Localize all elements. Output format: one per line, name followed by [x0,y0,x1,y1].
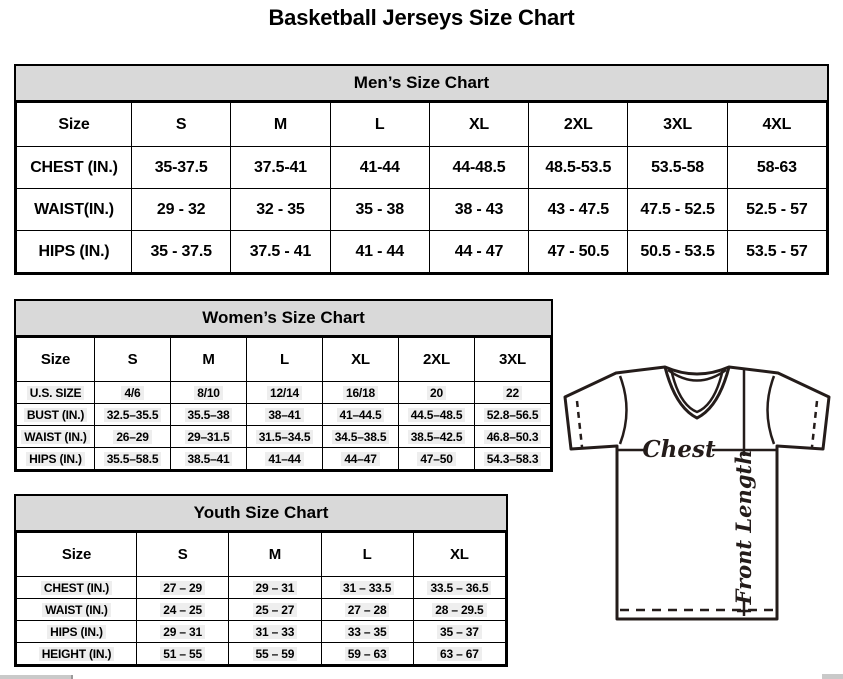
cell-text: 38–41 [265,408,303,422]
cell-text: M [202,351,215,368]
value-cell [330,189,429,231]
cell-text: 43 - 47.5 [547,200,609,218]
cell-text: HIPS (IN.) [38,242,110,260]
cell-text: 3XL [663,115,692,133]
value-cell [321,577,413,599]
row-label [17,426,95,448]
cell-text: 32.5–35.5 [104,408,162,422]
cell-text: 38.5–42.5 [408,430,466,444]
cell-text: 33.5 – 36.5 [427,581,491,595]
cell-text: 38.5–41 [185,452,233,466]
cell-text: 37.5-41 [253,158,307,176]
cell-text: 35.5–38 [185,408,233,422]
value-cell [399,404,475,426]
cell-text: CHEST (IN.) [41,581,112,595]
header-cell [321,533,413,577]
cell-text: 35 - 37.5 [150,242,212,260]
header-cell [17,338,95,382]
value-cell [413,643,505,665]
value-cell [137,643,229,665]
cell-text: 32 - 35 [256,200,305,218]
header-cell [475,338,551,382]
value-cell [171,382,247,404]
value-cell [323,404,399,426]
cell-text: M [268,546,282,563]
youth-chart-title: Youth Size Chart [16,496,506,532]
value-cell [132,189,231,231]
table-row [17,599,506,621]
value-cell [231,147,330,189]
cell-text: 44-48.5 [452,158,506,176]
header-cell [628,103,727,147]
cell-text: 63 – 67 [437,647,482,661]
value-cell [323,426,399,448]
value-cell [229,621,321,643]
cell-text: 35.5–58.5 [104,452,162,466]
mens-chart-title: Men’s Size Chart [16,66,827,102]
header-cell [231,103,330,147]
row-label [17,189,132,231]
cell-text: 26–29 [113,430,151,444]
value-cell [321,599,413,621]
cell-text: 31.5–34.5 [256,430,314,444]
value-cell [95,404,171,426]
value-cell [247,404,323,426]
cell-text: 53.5 - 57 [746,242,808,260]
value-cell [429,231,528,273]
value-cell [399,448,475,470]
cell-text: 35-37.5 [154,158,208,176]
row-label [17,599,137,621]
header-cell [17,533,137,577]
value-cell [171,448,247,470]
cell-text: HIPS (IN.) [26,452,85,466]
cell-text: 53.5-58 [651,158,704,176]
cell-text: WAIST (IN.) [42,603,110,617]
header-cell [399,338,475,382]
cell-text: 46.8–50.3 [484,430,542,444]
value-cell [171,404,247,426]
value-cell [727,189,826,231]
cell-text: Size [61,546,92,563]
header-cell [17,103,132,147]
cell-text: 2XL [563,115,593,133]
value-cell [231,189,330,231]
horizontal-scrollbar-fragment-right[interactable] [822,674,843,679]
cell-text: 22 [503,386,522,400]
table-row [17,621,506,643]
cell-text: 20 [427,386,446,400]
value-cell [529,189,628,231]
header-cell [171,338,247,382]
cell-text: 29 – 31 [160,625,205,639]
value-cell [171,426,247,448]
row-label [17,448,95,470]
cell-text: HEIGHT (IN.) [39,647,115,661]
front-length-label: Front Length [731,449,756,605]
chest-label: Chest [642,436,716,463]
row-label [17,231,132,273]
jersey-outline [565,367,829,619]
value-cell [628,231,727,273]
header-cell [529,103,628,147]
value-cell [95,426,171,448]
header-cell [330,103,429,147]
cell-text: 25 – 27 [253,603,298,617]
header-cell [132,103,231,147]
value-cell [727,231,826,273]
value-cell [247,382,323,404]
cell-text: XL [468,115,489,133]
cell-text: 29–31.5 [185,430,233,444]
value-cell [529,147,628,189]
cell-text: 50.5 - 53.5 [640,242,715,260]
header-cell [95,338,171,382]
cell-text: 29 – 31 [253,581,298,595]
cell-text: 41 - 44 [355,242,404,260]
row-label [17,382,95,404]
row-label [17,577,137,599]
value-cell [132,147,231,189]
cell-text: 31 – 33 [253,625,298,639]
cell-text: 35 - 38 [355,200,404,218]
value-cell [475,404,551,426]
value-cell [137,599,229,621]
header-cell [323,338,399,382]
cell-text: S [177,546,188,563]
value-cell [413,577,505,599]
value-cell [321,643,413,665]
value-cell [727,147,826,189]
value-cell [247,426,323,448]
cell-text: XL [449,546,469,563]
size-header-row [17,533,506,577]
row-label [17,621,137,643]
value-cell [475,448,551,470]
cell-text: 4/6 [121,386,143,400]
cell-text: WAIST(IN.) [34,200,114,218]
header-cell [429,103,528,147]
header-cell [137,533,229,577]
cell-text: 55 – 59 [253,647,298,661]
value-cell [529,231,628,273]
womens-chart-title: Women’s Size Chart [16,301,551,337]
cell-text: 52.8–56.5 [484,408,542,422]
value-cell [137,577,229,599]
mens-size-chart [14,64,829,275]
value-cell [95,448,171,470]
cell-text: 16/18 [343,386,378,400]
value-cell [132,231,231,273]
header-cell [229,533,321,577]
cell-text: 31 – 33.5 [340,581,394,595]
value-cell [628,147,727,189]
value-cell [229,577,321,599]
value-cell [137,621,229,643]
value-cell [475,426,551,448]
cell-text: Size [40,351,71,368]
cell-text: 29 - 32 [156,200,206,218]
cell-text: 27 – 28 [345,603,390,617]
cell-text: WAIST (IN.) [21,430,89,444]
cell-text: L [362,546,372,563]
cell-text: 52.5 - 57 [746,200,808,218]
header-cell [413,533,505,577]
cell-text: 28 – 29.5 [432,603,486,617]
cell-text: 4XL [762,115,792,133]
value-cell [95,382,171,404]
cell-text: 58-63 [756,158,797,176]
cell-text: 44 - 47 [454,242,504,260]
table-row [17,643,506,665]
cell-text: 8/10 [194,386,223,400]
size-header-row [17,103,827,147]
row-label [17,643,137,665]
value-cell [323,382,399,404]
cell-text: 12/14 [267,386,302,400]
value-cell [399,382,475,404]
mens-size-table [16,102,827,273]
cell-text: 47–50 [417,452,455,466]
value-cell [475,382,551,404]
value-cell [429,147,528,189]
cell-text: HIPS (IN.) [47,625,106,639]
cell-text: 34.5–38.5 [332,430,390,444]
value-cell [330,231,429,273]
cell-text: S [175,115,187,133]
row-label [17,404,95,426]
cell-text: 44.5–48.5 [408,408,466,422]
cell-text: 2XL [423,351,450,368]
size-header-row [17,338,551,382]
table-row [17,147,827,189]
value-cell [321,621,413,643]
table-row [17,189,827,231]
cell-text: 47.5 - 52.5 [640,200,715,218]
value-cell [330,147,429,189]
value-cell [247,448,323,470]
jersey-diagram-icon [560,360,843,628]
value-cell [429,189,528,231]
table-row [17,426,551,448]
header-cell [727,103,826,147]
cell-text: S [127,351,138,368]
youth-size-chart [14,494,508,667]
value-cell [229,643,321,665]
youth-size-table [16,532,506,665]
cell-text: U.S. SIZE [27,386,85,400]
cell-text: L [374,115,385,133]
value-cell [229,599,321,621]
table-row [17,231,827,273]
page-title: Basketball Jerseys Size Chart [268,5,575,30]
row-label [17,147,132,189]
table-row [17,577,506,599]
value-cell [399,426,475,448]
cell-text: 37.5 - 41 [249,242,312,260]
value-cell [413,599,505,621]
cell-text: 41–44 [265,452,303,466]
cell-text: 24 – 25 [160,603,205,617]
value-cell [413,621,505,643]
value-cell [323,448,399,470]
cell-text: 38 - 43 [454,200,504,218]
cell-text: M [273,115,287,133]
cell-text: CHEST (IN.) [30,158,118,176]
table-row [17,448,551,470]
cell-text: 54.3–58.3 [484,452,542,466]
header-cell [247,338,323,382]
womens-size-chart [14,299,553,472]
cell-text: 35 – 37 [437,625,482,639]
cell-text: 27 – 29 [160,581,205,595]
cell-text: 59 – 63 [345,647,390,661]
womens-size-table [16,337,551,470]
cell-text: 47 - 50.5 [547,242,609,260]
cell-text: 3XL [499,351,526,368]
cell-text: BUST (IN.) [24,408,87,422]
value-cell [628,189,727,231]
cell-text: 48.5-53.5 [545,158,612,176]
horizontal-scrollbar-fragment-left[interactable] [0,675,73,679]
cell-text: L [280,351,289,368]
cell-text: Size [58,115,90,133]
table-row [17,382,551,404]
cell-text: 33 – 35 [345,625,390,639]
cell-text: 44–47 [341,452,379,466]
cell-text: XL [351,351,370,368]
table-row [17,404,551,426]
cell-text: 41-44 [359,158,400,176]
cell-text: 51 – 55 [160,647,205,661]
cell-text: 41–44.5 [337,408,385,422]
value-cell [231,231,330,273]
